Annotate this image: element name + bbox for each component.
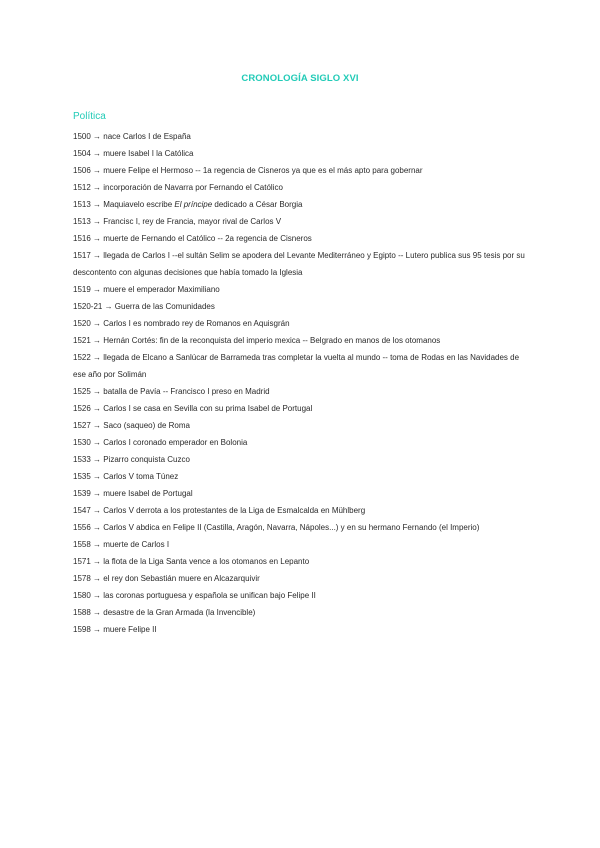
chronology-entry bbox=[73, 196, 533, 213]
chronology-entry: 1527 → Saco (saqueo) de Roma bbox=[73, 421, 190, 430]
chronology-entry: 1521 → Hernán Cortés: fin de la reconquista del imperio mexica -- Belgrado en manos de los otomanos bbox=[73, 336, 441, 345]
chronology-entry: 1598 → muere Felipe II bbox=[73, 625, 157, 634]
entry-text: 1513 → Maquiavelo escribe bbox=[73, 200, 175, 209]
chronology-entry: 1506 → muere Felipe el Hermoso -- 1a regencia de Cisneros ya que es el más apto para gobernar bbox=[73, 166, 423, 175]
chronology-entry: 1571 → la flota de la Liga Santa vence a los otomanos en Lepanto bbox=[73, 557, 310, 566]
chronology-entry: 1520-21 → Guerra de las Comunidades bbox=[73, 302, 215, 311]
chronology-entry: 1513 → Francisc I, rey de Francia, mayor rival de Carlos V bbox=[73, 217, 282, 226]
entry-book-title: El príncipe bbox=[174, 200, 213, 209]
chronology-entry: 1517 → llegada de Carlos I --el sultán Selim se apodera del Levante Mediterráneo y Egipto -- Lutero publica sus 95 tesis por su descontento con algunas decisiones que había tomado la Iglesia bbox=[73, 251, 525, 277]
chronology-entry: 1588 → desastre de la Gran Armada (la Invencible) bbox=[73, 608, 256, 617]
chronology-entry: 1578 → el rey don Sebastián muere en Alcazarquivir bbox=[73, 574, 260, 583]
chronology-entry: 1516 → muerte de Fernando el Católico -- 2a regencia de Cisneros bbox=[73, 234, 312, 243]
chronology-entry: 1558 → muerte de Carlos I bbox=[73, 540, 170, 549]
chronology-entry: 1533 → Pizarro conquista Cuzco bbox=[73, 455, 190, 464]
chronology-entry: 1535 → Carlos V toma Túnez bbox=[73, 472, 179, 481]
chronology-entry: 1504 → muere Isabel I la Católica bbox=[73, 149, 194, 158]
chronology-entry: 1526 → Carlos I se casa en Sevilla con su prima Isabel de Portugal bbox=[73, 404, 313, 413]
chronology-entry: 1519 → muere el emperador Maximiliano bbox=[73, 285, 220, 294]
chronology-entry: 1512 → incorporación de Navarra por Fernando el Católico bbox=[73, 183, 283, 192]
chronology-entry: 1580 → las coronas portuguesa y española se unifican bajo Felipe II bbox=[73, 591, 316, 600]
chronology-entry: 1547 → Carlos V derrota a los protestantes de la Liga de Esmalcalda en Mühlberg bbox=[73, 506, 366, 515]
chronology-entry: 1525 → batalla de Pavía -- Francisco I preso en Madrid bbox=[73, 387, 270, 396]
chronology-entry: 1556 → Carlos V abdica en Felipe II (Castilla, Aragón, Navarra, Nápoles...) y en su hermano Fernando (el Imperio) bbox=[73, 523, 480, 532]
chronology-list bbox=[73, 128, 533, 638]
chronology-entry: 1539 → muere Isabel de Portugal bbox=[73, 489, 193, 498]
entry-text: dedicado a César Borgia bbox=[212, 200, 303, 209]
chronology-entry: 1530 → Carlos I coronado emperador en Bolonia bbox=[73, 438, 248, 447]
chronology-entry: 1520 → Carlos I es nombrado rey de Romanos en Aquisgrán bbox=[73, 319, 290, 328]
chronology-entry: 1500 → nace Carlos I de España bbox=[73, 132, 191, 141]
chronology-entry: 1522 → llegada de Elcano a Sanlúcar de Barrameda tras completar la vuelta al mundo -- toma de Rodas en las Navidades de ese año por Solimán bbox=[73, 353, 520, 379]
document-title: CRONOLOGÍA SIGLO XVI bbox=[241, 73, 359, 84]
section-heading: Política bbox=[73, 111, 106, 122]
